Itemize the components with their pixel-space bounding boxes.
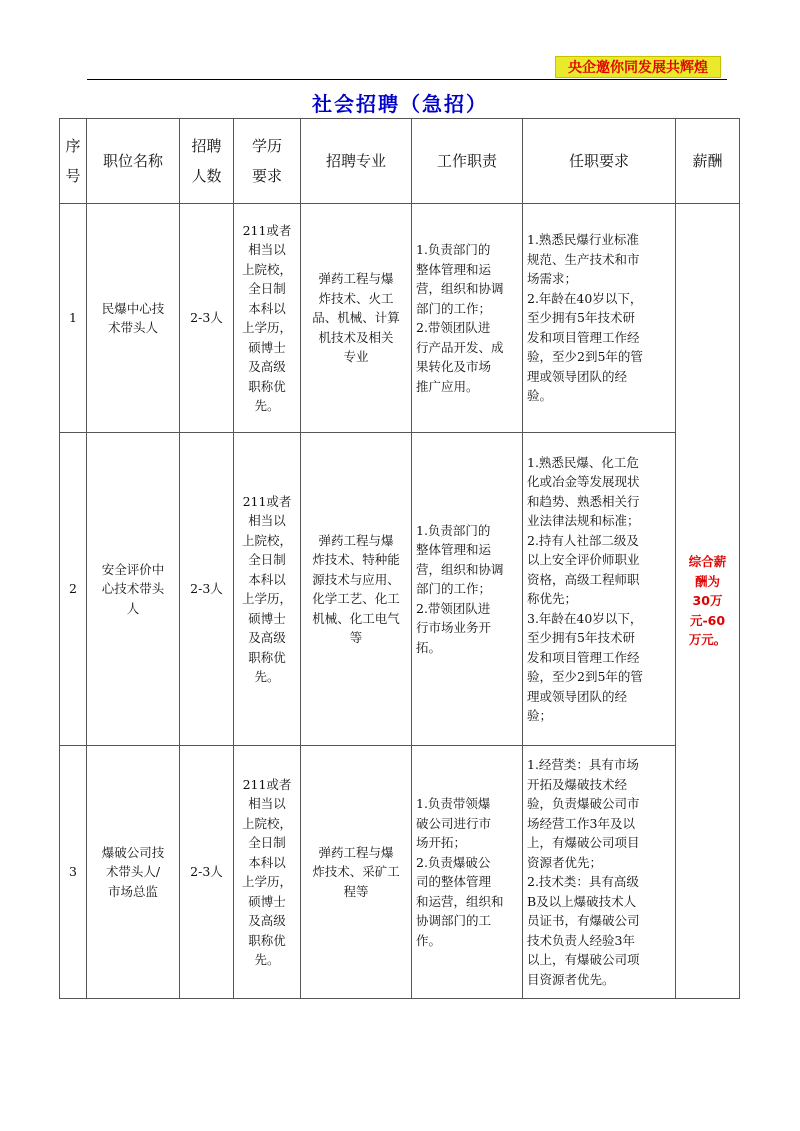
header-rule: [87, 79, 727, 80]
cell-duties: 1.负责部门的 整体管理和运 营，组织和协调 部门的工作； 2.带领团队进 行产品开发、成 果转化及市场 推广应用。: [412, 204, 523, 433]
cell-duties: 1.负责部门的 整体管理和运 营，组织和协调 部门的工作； 2.带领团队进 行市场业务开 拓。: [412, 433, 523, 746]
header-seq: 序 号: [60, 119, 87, 204]
header-requirements: 任职要求: [523, 119, 676, 204]
cell-major: 弹药工程与爆 炸技术、采矿工 程等: [301, 746, 412, 999]
table-header-row: [60, 119, 740, 204]
cell-requirements: 1.熟悉民爆行业标准 规范、生产技术和市 场需求； 2.年龄在40岁以下， 至少拥有5年技术研 发和项目管理工作经 验，至少2到5年的管 理或领导团队的经 验。: [523, 204, 676, 433]
header-count: 招聘 人数: [180, 119, 234, 204]
cell-count: 2-3人: [180, 433, 234, 746]
table-row: [60, 204, 740, 433]
header-salary: 薪酬: [676, 119, 740, 204]
recruitment-table: [59, 118, 740, 999]
cell-seq: 1: [60, 204, 87, 433]
slogan-banner: 央企邀你同发展共辉煌: [555, 56, 721, 78]
header-position: 职位名称: [87, 119, 180, 204]
header-major: 招聘专业: [301, 119, 412, 204]
cell-position: 爆破公司技 术带头人/ 市场总监: [87, 746, 180, 999]
cell-position: 安全评价中 心技术带头 人: [87, 433, 180, 746]
cell-seq: 3: [60, 746, 87, 999]
cell-education: 211或者 相当以 上院校， 全日制 本科以 上学历， 硕博士 及高级 职称优 先。: [234, 204, 301, 433]
page-title: 社会招聘（急招）: [312, 92, 488, 116]
cell-salary: 综合薪 酬为 30万 元-60 万元。: [676, 204, 740, 999]
cell-seq: 2: [60, 433, 87, 746]
table-row: [60, 746, 740, 999]
cell-major: 弹药工程与爆 炸技术、特种能 源技术与应用、 化学工艺、化工 机械、化工电气 等: [301, 433, 412, 746]
cell-count: 2-3人: [180, 746, 234, 999]
cell-requirements: 1.熟悉民爆、化工危 化或冶金等发展现状 和趋势、熟悉相关行 业法律法规和标准； 2.持有人社部二级及 以上安全评价师职业 资格，高级工程师职 称优先； 3.年龄在40岁以下， 至少拥有5年技术研 发和项目管理工作经 验，至少2到5年的管 理或领导团队的经 验；: [523, 433, 676, 746]
cell-requirements: 1.经营类：具有市场 开拓及爆破技术经 验，负责爆破公司市 场经营工作3年及以 上，有爆破公司项目 资源者优先； 2.技术类：具有高级 B及以上爆破技术人 员证书，有爆破公司 技术负责人经验3年 以上，有爆破公司项 目资源者优先。: [523, 746, 676, 999]
header-education: 学历 要求: [234, 119, 301, 204]
cell-count: 2-3人: [180, 204, 234, 433]
cell-duties: 1.负责带领爆 破公司进行市 场开拓； 2.负责爆破公 司的整体管理 和运营，组织和 协调部门的工 作。: [412, 746, 523, 999]
cell-education: 211或者 相当以 上院校， 全日制 本科以 上学历， 硕博士 及高级 职称优 先。: [234, 746, 301, 999]
table-row: [60, 433, 740, 746]
cell-major: 弹药工程与爆 炸技术、火工 品、机械、计算 机技术及相关 专业: [301, 204, 412, 433]
header-duties: 工作职责: [412, 119, 523, 204]
cell-education: 211或者 相当以 上院校， 全日制 本科以 上学历， 硕博士 及高级 职称优 先。: [234, 433, 301, 746]
cell-position: 民爆中心技 术带头人: [87, 204, 180, 433]
